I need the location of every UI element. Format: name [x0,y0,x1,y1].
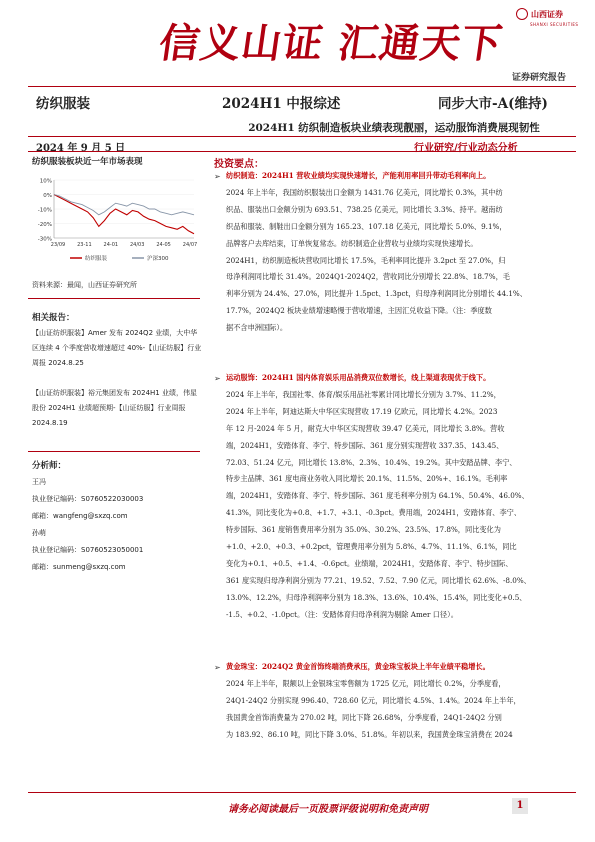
x-tick-label: 24-05 [156,242,171,248]
paragraph-line: 我国黄金首饰消费量为 270.02 吨，同比下降 26.68%，分季度看，24Q1-24Q2 分别 [226,712,502,722]
paragraph-line: +1.0、+2.0、+0.3、+0.2pct，管理费用率分别为 5.8%、4.7%、11.1%、6.1%，同比 [226,542,517,552]
header-divider [28,86,576,87]
related-reports-title: 相关报告： [32,313,75,323]
market-performance-chart [30,172,200,272]
page-number: 1 [512,798,528,814]
paragraph-line: 母净利润同比增长 31.4%。2024Q1-2024Q2，营收同比分别增长 22.8%、18.7%，毛 [226,272,510,282]
analyst-cert: 执业登记编码：S0760522030003 [32,495,144,503]
paragraph-line: 13.0%、12.2%，归母净利润率分别为 18.3%、13.6%、10.4%、15.4%，同比变化+0.5、 [226,592,527,602]
paragraph-line: 361 度实现归母净利润分别为 77.21、19.52、7.52、7.90 亿元，同比增长 62.6%、-8.0%、 [226,575,531,585]
company-logo [516,8,563,20]
paragraph-textile-manufacturing [226,168,580,337]
section-divider [28,151,576,152]
y-tick-label: 10% [39,178,52,185]
report-date: 2024 年 9 月 5 日 [36,143,126,154]
slogan-banner: 信义山证 汇通天下 [156,20,506,67]
paragraph-line: 2024 年上半年，限额以上金银珠宝零售额为 1725 亿元，同比增长 0.2%，分季度看， [226,678,506,688]
paragraph-lead: 纺织制造：2024H1 营收业绩均实现快速增长，产能利用率回升带动毛利率向上。 [226,171,491,180]
report-title: 2024H1 中报综述 [222,96,341,112]
footer-divider [28,792,576,793]
x-tick-label: 24/07 [182,242,198,248]
paragraph-line: 变化为+0.1、+0.5、+1.4、-0.6pct。业绩端，2024H1，安踏体育、李宁、特步国际、 [226,558,513,568]
paragraph-line: 端，2024H1，安踏体育、李宁、特步国际、361 度分别实现营收 337.35、143.45、 [226,440,504,450]
date-divider [28,136,576,137]
logo-subtitle: SHANXI SECURITIES [530,22,579,27]
report-subtitle: 2024H1 纺织制造板块业绩表现靓丽，运动服饰消费展现韧性 [248,122,540,134]
logo-icon [516,8,528,20]
source-divider [28,298,200,299]
related-report-item[interactable]: 【山证纺织服装】Amer 发布 2024Q2 业绩，大中华区连续 4 个季度营收增速超过 40%-【山证纺服】行业周报 2024.8.25 [32,329,202,367]
chart-source: 资料来源：最闻，山西证券研究所 [32,281,137,289]
bullet-arrow-icon: ➢ [214,172,221,181]
analyst-cert: 执业登记编码：S0760523050001 [32,546,144,554]
section-tag: 行业研究/行业动态分析 [414,143,518,154]
paragraph-line: 利率分别为 24.4%、27.0%，同比提升 1.5pct、1.3pct，归母净利润同比分别增长 44.1%、 [226,289,527,299]
legend-label: 沪深300 [147,256,169,262]
legend-label: 纺织服装 [85,256,108,262]
paragraph-line: 特步国际、361 度销售费用率分别为 35.0%、30.2%、23.5%、17.8%，同比变化为 [226,525,501,535]
paragraph-line: 24Q1-24Q2 分别实现 996.40、728.60 亿元，同比增长 4.5%、1.4%。2024 年上半年， [226,695,521,705]
paragraph-line: 为 183.92、86.10 吨，同比下降 3.0%、51.8%。年初以来，我国黄金珠宝消费在 2024 [226,729,513,739]
series-line [54,195,194,215]
analyst-name: 孙萌 [32,529,46,537]
x-tick-label: 24-01 [103,242,119,248]
paragraph-line: 2024 年上半年，阿迪达斯大中华区实现营收 17.19 亿欧元，同比增长 4.2%。2023 [226,406,498,416]
paragraph-line: 织品、服装出口金额分别为 693.51、738.25 亿美元，同比增长 3.3%、持平。越南纺 [226,204,503,214]
paragraph-jewelry [226,659,580,744]
bullet-arrow-icon: ➢ [214,663,221,672]
y-tick-label: 0% [43,193,52,199]
investment-highlights-title: 投资要点： [214,159,264,170]
paragraph-line: -1.5、+0.2、-1.0pct。（注：安踏体育归母净利润为剔除 Amer 口径）。 [226,609,458,619]
paragraph-lead: 运动服饰：2024H1 国内体育娱乐用品消费双位数增长，线上渠道表现优于线下。 [226,373,491,382]
paragraph-line: 2024 年上半年，我国纺织服装出口金额为 1431.76 亿美元，同比增长 0.3%，其中纺 [226,187,503,197]
y-tick-label: -10% [37,207,52,214]
disclaimer-link[interactable]: 请务必阅读最后一页股票评级说明和免责声明 [228,804,428,815]
analyst-block [32,474,202,576]
paragraph-line: 41.3%，同比变化为+0.8、+1.7、+3.1、-0.3pct。费用端，2024H1，安踏体育、李宁、 [226,508,522,518]
y-tick-label: -20% [37,222,52,228]
x-tick-label: 24/03 [129,242,145,248]
chart-title: 纺织服装板块近一年市场表现 [32,157,143,167]
paragraph-line: 17.7%，2024Q2 板块业绩增速略慢于营收增速，主因汇兑收益下降。（注：季度数 [226,306,492,316]
analyst-email[interactable]: 邮箱：wangfeng@sxzq.com [32,512,128,520]
logo-name: 山西证券 [531,9,563,19]
paragraph-line: 端，2024H1，安踏体育、李宁、特步国际、361 度毛利率分别为 64.1%、50.4%、46.0%、 [226,491,529,501]
analyst-title: 分析师： [32,461,67,471]
paragraph-line: 织品和服装、制鞋出口金额分别为 165.23、107.18 亿美元，同比增长 5.0%、9.1%， [226,221,507,231]
paragraph-line: 年 12 月-2024 年 5 月，耐克大中华区实现营收 39.47 亿美元，同比增长 3.8%。营收 [226,423,505,433]
y-tick-label: -30% [37,236,52,243]
paragraph-lead: 黄金珠宝：2024Q2 黄金首饰终端消费承压，黄金珠宝板块上半年业绩平稳增长。 [226,662,490,671]
analyst-email[interactable]: 邮箱：sunmeng@sxzq.com [32,563,126,571]
analyst-name: 王冯 [32,478,46,486]
analyst-divider [28,451,200,452]
paragraph-line: 特步主品牌、361 度电商业务收入同比增长 20.1%、11.5%、20%+、16.1%。毛利率 [226,474,508,484]
x-tick-label: 23/09 [50,242,66,248]
report-type: 证券研究报告 [512,73,567,83]
paragraph-line: 2024 年上半年，我国社零、体育/娱乐用品社零累计同比增长分别为 3.7%、11.2%， [226,389,501,399]
paragraph-line: 据不含申洲国际）。 [226,323,288,333]
rating: 同步大市-A(维持) [438,96,548,112]
bullet-arrow-icon: ➢ [214,374,221,383]
paragraph-line: 72.03、51.24 亿元，同比增长 13.8%、2.3%、10.4%、19.2%。其中安踏品牌、李宁、 [226,457,517,467]
x-tick-label: 23-11 [77,242,92,248]
paragraph-line: 品牌客户去库结束，订单恢复常态。纺织制造企业营收与业绩均实现快速增长。 [226,238,478,248]
related-report-item[interactable]: 【山证纺织服装】裕元集团发布 2024H1 业绩，伟星股份 2024H1 业绩超预期-【山证纺服】行业周报 2024.8.19 [32,389,197,427]
industry-name: 纺织服装 [36,96,90,112]
paragraph-line: 2024H1，纺织制造板块营收同比增长 17.5%，毛利率同比提升 3.2pct 至 27.0%，归 [226,255,506,265]
paragraph-sportswear [226,370,580,624]
